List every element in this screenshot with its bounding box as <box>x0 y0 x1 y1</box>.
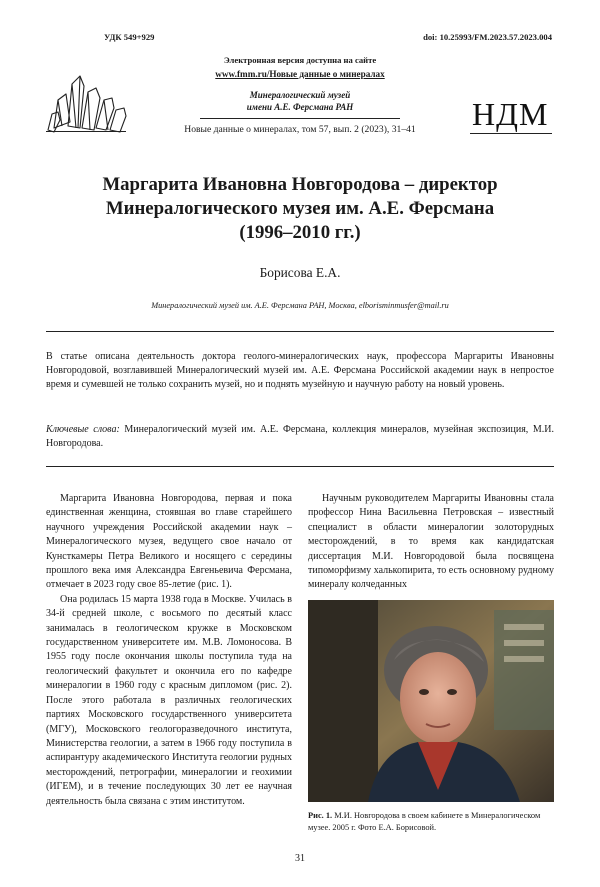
article-title <box>60 173 540 245</box>
museum-name <box>140 89 460 113</box>
author-affiliation: Минералогический музей им. А.Е. Ферсмана РАН, Москва, elborisminmusfer@mail.ru <box>151 301 449 310</box>
logo-divider <box>46 131 126 132</box>
online-note: Электронная версия доступна на сайте <box>223 55 377 65</box>
site-link[interactable]: www.fmm.ru/Новые данные о минералах <box>215 69 385 79</box>
museum-line-2: имени А.Е. Ферсмана РАН <box>246 102 354 112</box>
body-right-column <box>308 492 554 593</box>
paragraph: Она родилась 15 марта 1938 года в Москве. Училась в 34-й средней школе, с восьмого по десятый класс занималась в геологическом кружке в Московском государственном университете им. М.В. Ломоносова. В 1955 году после окончания школы поступила туда на геологический факультет и окончила его по кафедре минералогии в 1960 году с красным дипломом (рис. 2). После этого работала в различных геологических партиях Московского государственного университета (МГУ), Московского геологоразведочного института, Министерства геологии, а затем в 1966 году поступила в аспирантуру академического Института геологии рудных месторождений, петрографии, минералогии и геохимии (ИГЕМ), и в течение последующих 30 лет ее научная деятельность была связана с этим институтом. <box>46 593 292 807</box>
journal-reference: Новые данные о минералах, том 57, вып. 2 (2023), 31–41 <box>184 124 416 135</box>
figure-caption-text: М.И. Новгородова в своем кабинете в Минералогическом музее. 2005 г. Фото Е.А. Борисовой. <box>308 811 541 832</box>
body-left-column <box>46 492 292 809</box>
paragraph: Маргарита Ивановна Новгородова, первая и пока единственная женщина, стоявшая во главе старейшего научного учреждения Российской академии наук – Минералогического музея, ведущего свое начало от Кунсткамеры Петра Великого и носящего с середины прошлого века имя Александра Евгеньевича Ферсмана, отмечает в 2023 году свое 85-летие (рис. 1). <box>46 493 292 591</box>
journal-logo-underline <box>470 133 552 134</box>
page-number: 31 <box>295 853 305 864</box>
keywords-text: Минералогический музей им. А.Е. Ферсмана, коллекция минералов, музейная экспозиция, М.И. Новгородова. <box>46 424 554 449</box>
abstract-top-rule <box>46 331 554 332</box>
author-name: Борисова Е.А. <box>259 265 341 280</box>
keywords-label: Ключевые слова: <box>46 424 120 435</box>
portrait-photo <box>308 600 554 802</box>
doi[interactable]: doi: 10.25993/FM.2023.57.2023.004 <box>423 32 552 42</box>
journal-logo: НДМ <box>472 96 549 132</box>
museum-line-1: Минералогический музей <box>249 90 351 100</box>
udk-code: УДК 549+929 <box>104 32 155 42</box>
crystals-logo-icon <box>46 70 130 134</box>
abstract: В статье описана деятельность доктора геолого-минералогических наук, профессора Маргариты Ивановны Новгородовой, возглавившей Минералогический музей им. А.Е. Ферсмана Российской академии наук в непростое время и сумевшей не только сохранить музей, но и поднять музейную и научную работу на новый уровень. <box>46 351 554 390</box>
title-line-1: Маргарита Ивановна Новгородова – директор <box>102 174 498 195</box>
abstract-bottom-rule <box>46 466 554 467</box>
paragraph: Научным руководителем Маргариты Ивановны стала профессор Нина Васильевна Петровская – известный специалист в области минералогии золоторудных месторождений, в то время как кандидатская диссертация М.И. Новгородовой была посвящена типоморфизму халькопирита, то есть основному рудному минералу колчеданных <box>308 493 554 591</box>
journal-divider <box>200 118 400 119</box>
figure-caption <box>308 810 554 833</box>
figure-label: Рис. 1. <box>308 811 333 820</box>
title-line-2: Минералогического музея им. А.Е. Ферсмана <box>105 198 495 219</box>
keywords <box>46 423 554 451</box>
title-line-3: (1996–2010 гг.) <box>239 222 361 243</box>
